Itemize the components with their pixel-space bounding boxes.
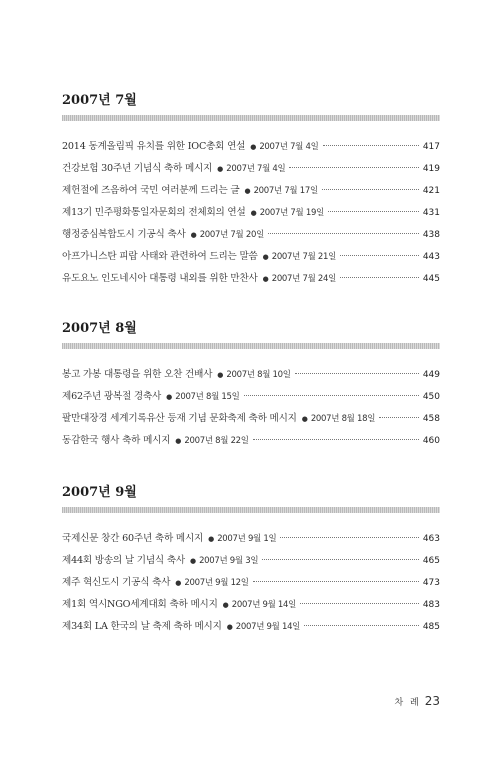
- entry-page: 431: [422, 208, 440, 218]
- toc-entry[interactable]: [62, 246, 440, 268]
- entry-page: 473: [422, 578, 440, 588]
- entry-date: 2007년 8월 22일: [184, 436, 249, 446]
- entry-date: 2007년 7월 21일: [271, 252, 337, 262]
- toc-entry[interactable]: [62, 386, 440, 408]
- dot-leader: [280, 537, 418, 538]
- toc-entry[interactable]: [62, 364, 440, 386]
- entry-title: 제1회 역시NGO세계대회 축하 메시지: [62, 599, 218, 610]
- entry-page: 449: [422, 370, 440, 380]
- toc-section-august: [62, 320, 440, 452]
- entry-title: 2014 동계올림픽 유치를 위한 IOC총회 연설: [62, 141, 246, 152]
- footer-label: 차 례: [394, 698, 421, 708]
- bullet-icon: ●: [166, 393, 173, 401]
- dot-leader: [304, 625, 419, 626]
- bullet-icon: ●: [301, 415, 308, 423]
- bullet-icon: ●: [262, 253, 269, 261]
- bullet-icon: ●: [217, 371, 224, 379]
- toc-entry[interactable]: [62, 268, 440, 290]
- entry-date: 2007년 7월 20일: [199, 230, 264, 240]
- bullet-icon: ●: [222, 601, 229, 609]
- entry-title: 봉고 가봉 대통령을 위한 오찬 건배사: [62, 369, 213, 380]
- entry-date: 2007년 9월 14일: [231, 600, 297, 610]
- entry-title: 팔만대장경 세계기록유산 등재 기념 문화축제 축하 메시지: [62, 413, 297, 424]
- section-divider: [62, 507, 440, 513]
- entry-page: 460: [422, 436, 440, 446]
- entry-title: 국제신문 창간 60주년 축하 메시지: [62, 533, 204, 544]
- entry-date: 2007년 7월 17일: [253, 186, 318, 196]
- entry-date: 2007년 9월 3일: [199, 556, 259, 566]
- entry-date: 2007년 8월 18일: [310, 414, 376, 424]
- entry-page: 419: [422, 164, 440, 174]
- toc-entry[interactable]: [62, 594, 440, 616]
- dot-leader: [340, 255, 419, 256]
- dot-leader: [328, 211, 419, 212]
- entry-date: 2007년 9월 12일: [184, 578, 249, 588]
- dot-leader: [300, 603, 419, 604]
- entry-title: 유도요노 인도네시아 대통령 내외를 위한 만찬사: [62, 273, 258, 284]
- entry-date: 2007년 7월 24일: [271, 274, 337, 284]
- bullet-icon: ●: [244, 187, 251, 195]
- bullet-icon: ●: [226, 623, 233, 631]
- entry-title: 제13기 민주평화통일자문회의 전체회의 연설: [62, 207, 246, 218]
- entry-date: 2007년 9월 14일: [235, 622, 301, 632]
- entry-title: 행정중심복합도시 기공식 축사: [62, 229, 186, 240]
- entry-date: 2007년 9월 1일: [217, 534, 277, 544]
- entry-page: 445: [422, 274, 440, 284]
- dot-leader: [268, 233, 419, 234]
- bullet-icon: ●: [250, 209, 257, 217]
- bullet-icon: ●: [175, 579, 182, 587]
- dot-leader: [244, 395, 419, 396]
- toc-entry[interactable]: [62, 136, 440, 158]
- dot-leader: [323, 145, 419, 146]
- bullet-icon: ●: [208, 535, 215, 543]
- entry-date: 2007년 8월 10일: [226, 370, 291, 380]
- toc-entry[interactable]: [62, 550, 440, 572]
- dot-leader: [322, 189, 419, 190]
- section-title: 2007년 9월: [62, 485, 137, 500]
- entry-title: 제62주년 광복절 경축사: [62, 391, 162, 402]
- dot-leader: [262, 559, 419, 560]
- entry-title: 동감한국 행사 축하 메시지: [62, 435, 171, 446]
- toc-entry[interactable]: [62, 202, 440, 224]
- entry-title: 아프가니스탄 피랍 사태와 관련하여 드리는 말씀: [62, 251, 258, 262]
- entry-page: 417: [422, 142, 440, 152]
- entry-page: 485: [422, 622, 440, 632]
- toc-section-july: [62, 92, 440, 290]
- entry-page: 463: [422, 534, 440, 544]
- section-divider: [62, 343, 440, 349]
- entry-page: 438: [422, 230, 440, 240]
- entry-page: 443: [422, 252, 440, 262]
- entry-page: 465: [422, 556, 440, 566]
- dot-leader: [379, 417, 419, 418]
- bullet-icon: ●: [217, 165, 224, 173]
- entry-date: 2007년 7월 19일: [259, 208, 324, 218]
- entry-title: 건강보험 30주년 기념식 축하 메시지: [62, 163, 213, 174]
- bullet-icon: ●: [189, 557, 197, 565]
- toc-entry[interactable]: [62, 180, 440, 202]
- toc-entry[interactable]: [62, 616, 440, 638]
- entry-date: 2007년 7월 4일: [226, 164, 286, 174]
- entry-title: 제주 혁신도시 기공식 축사: [62, 577, 171, 588]
- toc-entry[interactable]: [62, 528, 440, 550]
- dot-leader: [253, 581, 419, 582]
- dot-leader: [295, 373, 419, 374]
- bullet-icon: ●: [262, 275, 269, 283]
- bullet-icon: ●: [250, 143, 257, 151]
- entry-page: 450: [422, 392, 440, 402]
- entry-title: 제44회 방송의 날 기념식 축사: [62, 555, 185, 566]
- entry-page: 458: [422, 414, 440, 424]
- dot-leader: [253, 439, 419, 440]
- toc-entry[interactable]: [62, 408, 440, 430]
- entry-date: 2007년 7월 4일: [259, 142, 319, 152]
- page-footer: [380, 690, 440, 709]
- entry-title: 제34회 LA 한국의 날 축제 축하 메시지: [62, 621, 222, 632]
- bullet-icon: ●: [175, 437, 182, 445]
- section-title: 2007년 7월: [62, 93, 137, 108]
- toc-entry[interactable]: [62, 158, 440, 180]
- dot-leader: [289, 167, 418, 168]
- entry-page: 421: [422, 186, 440, 196]
- toc-entry[interactable]: [62, 430, 440, 452]
- dot-leader: [340, 277, 419, 278]
- section-title: 2007년 8월: [62, 321, 137, 336]
- toc-entry[interactable]: [62, 224, 440, 246]
- entry-page: 483: [422, 600, 440, 610]
- toc-entry[interactable]: [62, 572, 440, 594]
- section-divider: [62, 115, 440, 121]
- entry-title: 제헌절에 즈음하여 국민 여러분께 드리는 글: [62, 185, 240, 196]
- page-number: 23: [424, 694, 440, 708]
- bullet-icon: ●: [190, 231, 197, 239]
- entry-date: 2007년 8월 15일: [175, 392, 240, 402]
- toc-section-september: [62, 484, 440, 638]
